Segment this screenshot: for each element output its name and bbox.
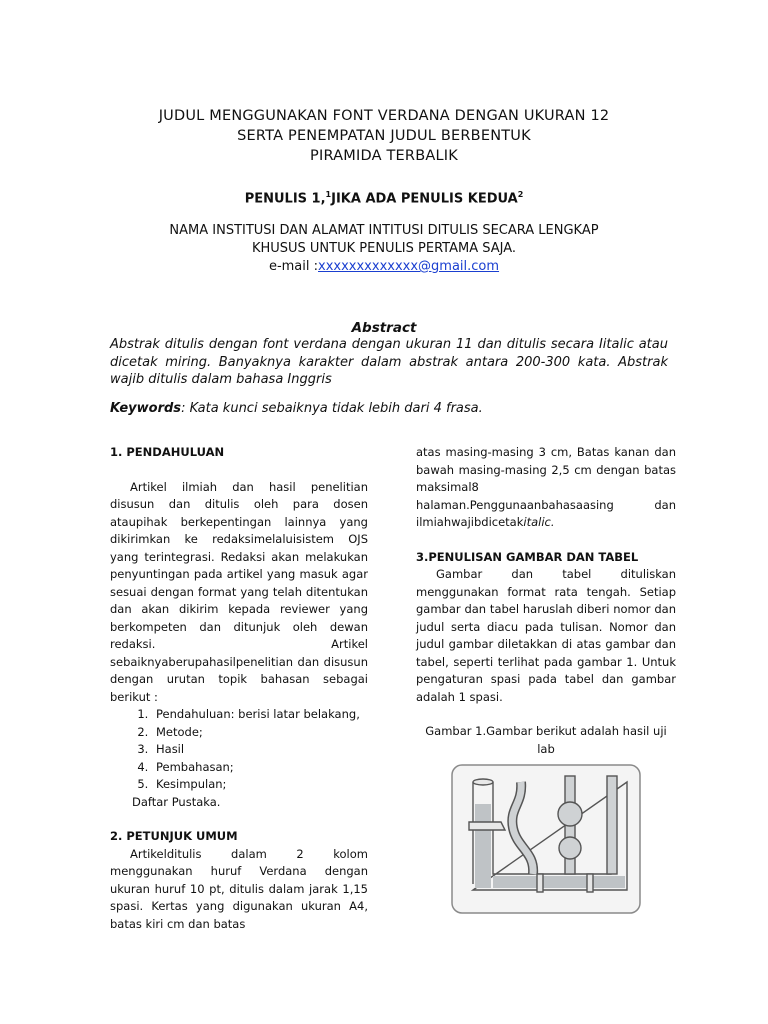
author-1-sup: 1 bbox=[325, 190, 332, 199]
section-3-heading: 3.PENULISAN GAMBAR DAN TABEL bbox=[416, 549, 639, 564]
pipe-joint bbox=[587, 874, 593, 892]
email-label: e-mail : bbox=[268, 259, 319, 274]
author-line bbox=[0, 190, 768, 206]
paper-title bbox=[0, 106, 768, 166]
abstract-heading: Abstract bbox=[351, 320, 417, 336]
list-item: 1. Pendahuluan: berisi latar belakang, bbox=[152, 706, 368, 724]
figure-caption: Gambar 1.Gambar berikut adalah hasil uji lab bbox=[425, 724, 667, 756]
author-2-sup: 2 bbox=[517, 190, 524, 199]
section-1-heading: 1. PENDAHULUAN bbox=[110, 445, 225, 459]
section-2-continued bbox=[416, 444, 676, 532]
list-item: 5. Kesimpulan; bbox=[152, 776, 368, 794]
institution-line-1: NAMA INSTITUSI DAN ALAMAT INTITUSI DITULIS SECARA LENGKAP bbox=[169, 223, 599, 238]
keywords-line bbox=[110, 401, 668, 416]
section-3-paragraph: Gambar dan tabel dituliskan menggunakan format rata tengah. Setiap gambar dan tabel haruslah diberi nomor dan judul serta diacu pada tulisan. Nomor dan judul gambar diletakkan di atas gambar dan tabel, seperti terlihat pada gambar 1. Untuk pengaturan spasi pada tabel dan gambar adalah 1 spasi. bbox=[416, 567, 676, 704]
section-1-after-list: Daftar Pustaka. bbox=[132, 794, 221, 809]
institution-line-2: KHUSUS UNTUK PENULIS PERTAMA SAJA. bbox=[251, 241, 517, 256]
bulb-upper bbox=[558, 802, 582, 826]
author-2: JIKA ADA PENULIS KEDUA bbox=[331, 191, 518, 207]
email-link[interactable]: xxxxxxxxxxxxx@gmail.com bbox=[318, 259, 500, 274]
right-column bbox=[416, 444, 676, 914]
keywords-text: : Kata kunci sebaiknya tidak lebih dari 4 frasa. bbox=[181, 401, 483, 416]
list-item: 3. Hasil bbox=[152, 741, 368, 759]
title-line-2: SERTA PENEMPATAN JUDUL BERBENTUK bbox=[237, 128, 531, 144]
author-1: PENULIS 1, bbox=[244, 191, 326, 207]
liquid-base bbox=[493, 876, 625, 888]
bulb-lower bbox=[559, 837, 581, 859]
clamp bbox=[469, 822, 505, 830]
pipe-joint bbox=[537, 874, 543, 892]
lab-apparatus-figure bbox=[451, 764, 641, 914]
title-line-3: PIRAMIDA TERBALIK bbox=[310, 148, 458, 164]
section-1-paragraph: Artikel ilmiah dan hasil penelitian disusun dan ditulis oleh para dosen ataupihak berkepentingan lainnya yang dikirimkan ke redaksimelaluisistem OJS yang terintegrasi. Redaksi akan melakukan penyuntingan pada artikel yang masuk agar sesuai dengan format yang telah ditentukan dan akan dikirim kepada reviewer yang berkompeten dan ditunjuk oleh dewan redaksi. Artikel sebaiknyaberupahasilpenelitian dan disusun dengan urutan topik bahasan sebagai berikut : bbox=[110, 479, 368, 704]
section-2-paragraph: Artikelditulis dalam 2 kolom menggunakan huruf Verdana dengan ukuran huruf 10 pt, ditulis dalam jarak 1,15 spasi. Kertas yang digunakan ukuran A4, batas kiri cm dan batas bbox=[110, 846, 368, 931]
abstract-body: Abstrak ditulis dengan font verdana dengan ukuran 11 dan ditulis secara Iitalic atau dicetak miring. Banyaknya karakter dalam abstrak antara 200-300 kata. Abstrak wajib ditulis dalam bahasa Inggris bbox=[110, 337, 668, 387]
title-line-1: JUDUL MENGGUNAKAN FONT VERDANA DENGAN UKURAN 12 bbox=[158, 108, 610, 124]
section-2-cont-italic: italic. bbox=[523, 515, 555, 529]
left-column bbox=[110, 444, 368, 933]
right-tube bbox=[607, 776, 617, 874]
keywords-label: Keywords bbox=[110, 401, 182, 416]
section-2-heading: 2. PETUNJUK UMUM bbox=[110, 829, 238, 843]
list-item: 2. Metode; bbox=[152, 724, 368, 742]
section-2-cont-text: atas masing-masing 3 cm, Batas kanan dan bawah masing-masing 2,5 cm dengan batas maksimal8 halaman.Penggunaanbahasaasing dan ilmiahwajibdicetak bbox=[416, 445, 676, 529]
liquid-column-1 bbox=[475, 804, 491, 888]
tube-opening bbox=[473, 779, 493, 785]
section-1-list bbox=[110, 706, 368, 794]
email-line bbox=[0, 258, 768, 276]
list-item: 4. Pembahasan; bbox=[152, 759, 368, 777]
institution-block bbox=[0, 222, 768, 276]
